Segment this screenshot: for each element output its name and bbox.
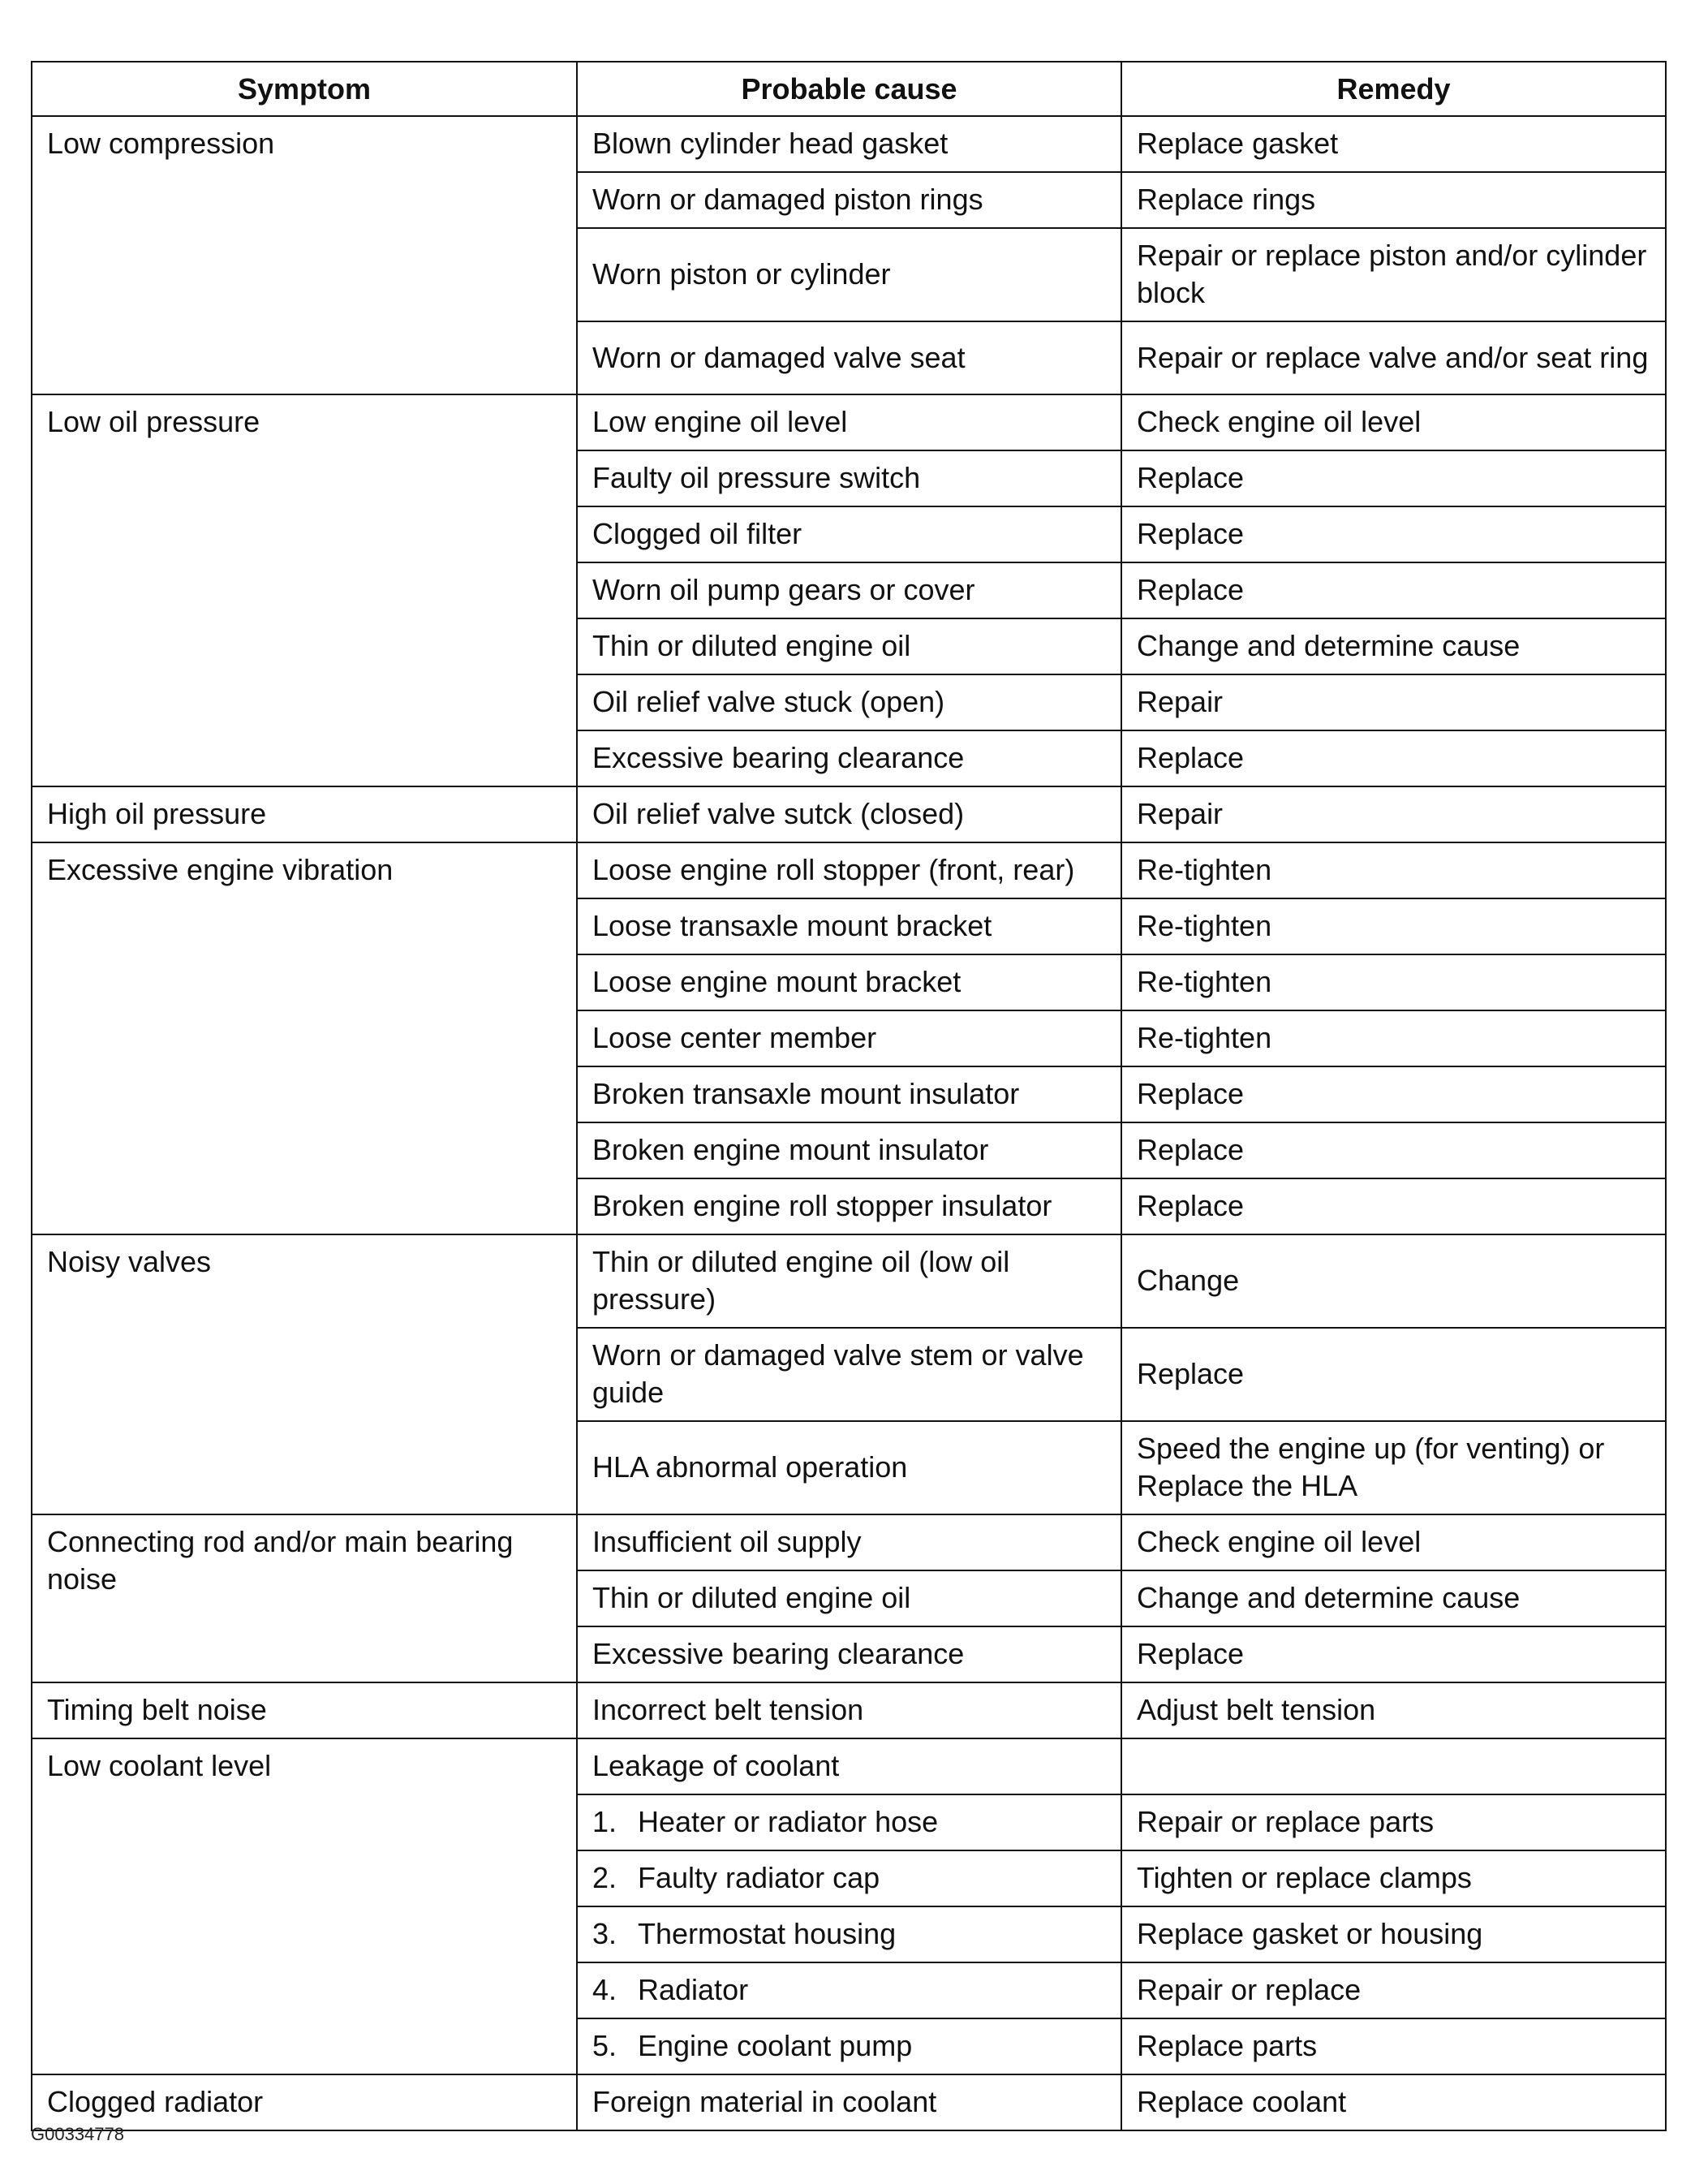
probable-cause-cell: Oil relief valve sutck (closed) bbox=[577, 786, 1121, 842]
probable-cause-cell bbox=[577, 1850, 1121, 1906]
cause-number: 1. bbox=[592, 1805, 617, 1838]
remedy-cell bbox=[1121, 1738, 1666, 1794]
table-row bbox=[32, 1682, 1666, 1738]
table-row bbox=[32, 1234, 1666, 1328]
remedy-cell: Repair bbox=[1121, 674, 1666, 730]
probable-cause-cell: Low engine oil level bbox=[577, 394, 1121, 450]
remedy-cell: Repair or replace parts bbox=[1121, 1794, 1666, 1850]
symptom-cell: Low coolant level bbox=[32, 1738, 577, 2074]
remedy-cell: Repair or replace piston and/or cylinder block bbox=[1121, 228, 1666, 321]
cause-text: Thermostat housing bbox=[638, 1917, 897, 1950]
probable-cause-cell: Broken transaxle mount insulator bbox=[577, 1066, 1121, 1122]
probable-cause-cell: Thin or diluted engine oil bbox=[577, 1570, 1121, 1626]
troubleshooting-sheet bbox=[31, 61, 1665, 2131]
cause-text: Heater or radiator hose bbox=[638, 1805, 939, 1838]
symptom-cell: Clogged radiator bbox=[32, 2074, 577, 2130]
probable-cause-cell: Excessive bearing clearance bbox=[577, 1626, 1121, 1682]
probable-cause-cell: Worn or damaged piston rings bbox=[577, 172, 1121, 228]
table-row bbox=[32, 116, 1666, 172]
table-row bbox=[32, 2074, 1666, 2130]
table-row bbox=[32, 1514, 1666, 1570]
remedy-cell: Re-tighten bbox=[1121, 898, 1666, 954]
remedy-cell: Tighten or replace clamps bbox=[1121, 1850, 1666, 1906]
figure-id: G00334778 bbox=[31, 2124, 124, 2144]
probable-cause-cell bbox=[577, 1906, 1121, 1962]
remedy-cell: Replace bbox=[1121, 450, 1666, 506]
remedy-cell: Replace gasket bbox=[1121, 116, 1666, 172]
table-body bbox=[32, 116, 1666, 2130]
probable-cause-cell: Worn oil pump gears or cover bbox=[577, 562, 1121, 618]
probable-cause-cell: Worn or damaged valve stem or valve guide bbox=[577, 1328, 1121, 1421]
probable-cause-cell bbox=[577, 2018, 1121, 2074]
remedy-cell: Repair or replace bbox=[1121, 1962, 1666, 2018]
probable-cause-cell: Foreign material in coolant bbox=[577, 2074, 1121, 2130]
remedy-cell: Re-tighten bbox=[1121, 1010, 1666, 1066]
symptom-cell: Low oil pressure bbox=[32, 394, 577, 786]
symptom-cell: High oil pressure bbox=[32, 786, 577, 842]
symptom-cell: Excessive engine vibration bbox=[32, 842, 577, 1234]
probable-cause-cell: Broken engine roll stopper insulator bbox=[577, 1178, 1121, 1234]
remedy-cell: Replace bbox=[1121, 1122, 1666, 1178]
remedy-cell: Adjust belt tension bbox=[1121, 1682, 1666, 1738]
table-header-row bbox=[32, 62, 1666, 116]
symptom-cell: Low compression bbox=[32, 116, 577, 394]
probable-cause-cell bbox=[577, 1794, 1121, 1850]
remedy-cell: Replace rings bbox=[1121, 172, 1666, 228]
remedy-cell: Replace bbox=[1121, 1328, 1666, 1421]
remedy-cell: Re-tighten bbox=[1121, 954, 1666, 1010]
header-symptom: Symptom bbox=[32, 62, 577, 116]
cause-number: 4. bbox=[592, 1973, 617, 2006]
remedy-cell: Repair bbox=[1121, 786, 1666, 842]
remedy-cell: Re-tighten bbox=[1121, 842, 1666, 898]
probable-cause-cell: Loose engine roll stopper (front, rear) bbox=[577, 842, 1121, 898]
probable-cause-cell bbox=[577, 1962, 1121, 2018]
symptom-cell: Noisy valves bbox=[32, 1234, 577, 1514]
table-row bbox=[32, 842, 1666, 898]
probable-cause-cell: Thin or diluted engine oil (low oil pressure) bbox=[577, 1234, 1121, 1328]
remedy-cell: Replace parts bbox=[1121, 2018, 1666, 2074]
probable-cause-cell: Oil relief valve stuck (open) bbox=[577, 674, 1121, 730]
remedy-cell: Replace bbox=[1121, 506, 1666, 562]
probable-cause-cell: Insufficient oil supply bbox=[577, 1514, 1121, 1570]
probable-cause-cell: Loose center member bbox=[577, 1010, 1121, 1066]
remedy-cell: Change bbox=[1121, 1234, 1666, 1328]
probable-cause-cell: HLA abnormal operation bbox=[577, 1421, 1121, 1514]
remedy-cell: Replace coolant bbox=[1121, 2074, 1666, 2130]
remedy-cell: Replace bbox=[1121, 730, 1666, 786]
remedy-cell: Check engine oil level bbox=[1121, 1514, 1666, 1570]
symptom-cell: Timing belt noise bbox=[32, 1682, 577, 1738]
table-row bbox=[32, 394, 1666, 450]
troubleshooting-table bbox=[31, 61, 1667, 2131]
table-row bbox=[32, 786, 1666, 842]
remedy-cell: Check engine oil level bbox=[1121, 394, 1666, 450]
cause-number: 5. bbox=[592, 2029, 617, 2062]
remedy-cell: Replace bbox=[1121, 562, 1666, 618]
header-remedy: Remedy bbox=[1121, 62, 1666, 116]
probable-cause-cell: Thin or diluted engine oil bbox=[577, 618, 1121, 674]
cause-text: Radiator bbox=[638, 1973, 749, 2006]
remedy-cell: Replace gasket or housing bbox=[1121, 1906, 1666, 1962]
remedy-cell: Change and determine cause bbox=[1121, 1570, 1666, 1626]
cause-text: Faulty radiator cap bbox=[638, 1861, 880, 1894]
probable-cause-cell: Broken engine mount insulator bbox=[577, 1122, 1121, 1178]
remedy-cell: Speed the engine up (for venting) or Replace the HLA bbox=[1121, 1421, 1666, 1514]
probable-cause-cell: Faulty oil pressure switch bbox=[577, 450, 1121, 506]
probable-cause-cell: Loose transaxle mount bracket bbox=[577, 898, 1121, 954]
probable-cause-cell: Incorrect belt tension bbox=[577, 1682, 1121, 1738]
table-row bbox=[32, 1738, 1666, 1794]
header-probable-cause: Probable cause bbox=[577, 62, 1121, 116]
remedy-cell: Replace bbox=[1121, 1626, 1666, 1682]
cause-text: Engine coolant pump bbox=[638, 2029, 913, 2062]
probable-cause-cell: Loose engine mount bracket bbox=[577, 954, 1121, 1010]
cause-number: 3. bbox=[592, 1917, 617, 1950]
probable-cause-cell: Worn or damaged valve seat bbox=[577, 321, 1121, 394]
probable-cause-cell: Blown cylinder head gasket bbox=[577, 116, 1121, 172]
probable-cause-cell: Clogged oil filter bbox=[577, 506, 1121, 562]
probable-cause-cell: Leakage of coolant bbox=[577, 1738, 1121, 1794]
probable-cause-cell: Worn piston or cylinder bbox=[577, 228, 1121, 321]
remedy-cell: Change and determine cause bbox=[1121, 618, 1666, 674]
cause-number: 2. bbox=[592, 1861, 617, 1894]
symptom-cell: Connecting rod and/or main bearing noise bbox=[32, 1514, 577, 1682]
remedy-cell: Replace bbox=[1121, 1066, 1666, 1122]
remedy-cell: Repair or replace valve and/or seat ring bbox=[1121, 321, 1666, 394]
remedy-cell: Replace bbox=[1121, 1178, 1666, 1234]
probable-cause-cell: Excessive bearing clearance bbox=[577, 730, 1121, 786]
